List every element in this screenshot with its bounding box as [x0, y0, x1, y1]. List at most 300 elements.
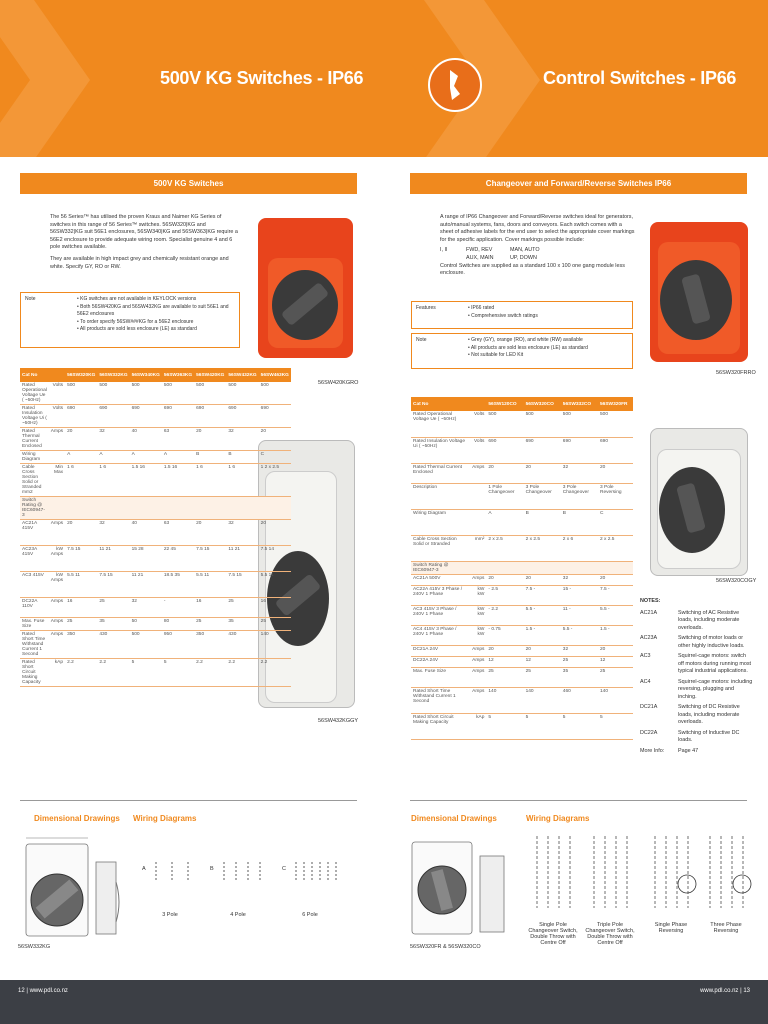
row-unit: Volts — [469, 437, 486, 463]
row-label: Max. Fuse Size — [20, 618, 49, 631]
table-row — [20, 464, 291, 497]
table-cell: 500 — [162, 382, 194, 405]
table-row — [411, 585, 633, 605]
table-cell: 430 — [97, 631, 129, 659]
table-cell: 2 x 2.5 — [598, 535, 633, 561]
changeover-note-box — [411, 333, 633, 369]
table-cell: 20 — [524, 463, 561, 483]
section-header-kg-switches: 500V KG Switches — [20, 173, 357, 194]
note-item: • To order specify 56SW###KG for a 56E2 enclosure — [77, 319, 239, 327]
note-definition — [640, 610, 758, 633]
note-term: DC21A — [640, 704, 658, 710]
table-cell: 500 — [65, 382, 97, 405]
wiring-caption: 4 Pole — [230, 912, 246, 918]
dimensional-drawings-title: Dimensional Drawings — [411, 814, 497, 823]
row-label: Switch Rating @ IEC60947-3 — [411, 561, 469, 574]
row-unit: kAp — [49, 659, 65, 687]
notes-block — [640, 598, 758, 758]
note-description: Switching of AC Resistive loads, including moderate overloads. — [678, 609, 740, 631]
table-cell: 3 Pole Changeover — [524, 483, 561, 509]
wiring-diagram-icon — [588, 830, 638, 914]
table-cell: 140 — [486, 687, 523, 713]
table-cell: 690 — [598, 437, 633, 463]
table-cell: 7.5 15 — [97, 572, 129, 598]
table-cell: 3 Pole Reversing — [598, 483, 633, 509]
cover-marking-row — [440, 247, 635, 255]
row-label: Cable Cross Section Solid or Stranded mm2 — [20, 464, 49, 497]
table-cell: 32 — [130, 598, 162, 618]
row-label: Rated Short Circuit Making Capacity — [411, 713, 469, 739]
table-cell: 7.5 15 — [65, 546, 97, 572]
table-cell — [598, 561, 633, 574]
wiring-diagram-icon — [220, 858, 275, 884]
wiring-caption: Three Phase Reversing — [710, 922, 742, 934]
note-definition — [640, 704, 758, 727]
table-cell: 20 — [598, 574, 633, 585]
table-cell: 25 — [65, 618, 97, 631]
product-image-56SW420KGRO — [258, 218, 353, 358]
wiring-diagram-label: B — [210, 866, 214, 872]
table-header-cell: 56SW340KG — [130, 368, 162, 382]
table-header-cell — [49, 368, 65, 382]
table-header-cell — [469, 397, 486, 411]
row-unit: mm² — [469, 535, 486, 561]
table-cell: 25 — [524, 667, 561, 687]
table-cell: A — [130, 451, 162, 464]
table-cell: 690 — [65, 405, 97, 428]
table-cell: 40 — [130, 428, 162, 451]
table-cell — [259, 497, 291, 520]
row-label: DC22A 110V — [20, 598, 49, 618]
row-unit: kAp — [469, 713, 486, 739]
note-definition — [640, 653, 758, 676]
table-cell: 18.5 35 — [162, 572, 194, 598]
table-cell — [97, 497, 129, 520]
dimensional-drawing-icon — [408, 832, 516, 942]
table-cell: 690 — [226, 405, 258, 428]
table-cell: 140 — [259, 631, 291, 659]
note-term: More Info: — [640, 747, 665, 754]
row-unit: Amps — [469, 463, 486, 483]
table-cell: 140 — [598, 687, 633, 713]
table-header-cell: 56SW332KG — [97, 368, 129, 382]
features-list — [468, 305, 538, 320]
note-description: Switching of Inductive DC loads. — [678, 729, 740, 743]
table-cell: 460 — [561, 687, 598, 713]
row-unit: kW Amps — [49, 546, 65, 572]
row-unit: Amps — [49, 598, 65, 618]
note-term: DC22A — [640, 729, 658, 736]
row-unit: Volts — [49, 405, 65, 428]
table-cell: 5.5 - — [598, 605, 633, 625]
table-cell: 11 - — [561, 605, 598, 625]
row-unit: Volts — [49, 382, 65, 405]
table-cell: 5 — [598, 713, 633, 739]
cover-marking: AUX, MAIN — [466, 254, 494, 261]
table-header-cell: 56SW120CO — [486, 397, 523, 411]
row-label: Rated Short Time Withstand Current 1 Second — [411, 687, 469, 713]
row-unit: kW kW — [469, 605, 486, 625]
features-label: Features — [416, 305, 436, 311]
table-cell: 1 Pole Changeover — [486, 483, 523, 509]
dimensional-caption: 56SW320FR & 56SW320CO — [410, 944, 481, 950]
note-definition — [640, 748, 758, 756]
table-cell: 63 — [162, 520, 194, 546]
note-item: • KG switches are not available in KEYLOCK versions — [77, 296, 239, 304]
product-image-56SW320FRRO — [650, 222, 748, 362]
row-label: AC21A 500V — [411, 574, 469, 585]
wiring-diagram-icon — [152, 858, 207, 884]
table-row — [20, 659, 291, 687]
table-header-cell: 56SW332CO — [561, 397, 598, 411]
wiring-diagram-icon — [292, 858, 347, 884]
table-cell: 15 - — [561, 585, 598, 605]
chevron-arrow-graphic — [0, 0, 90, 157]
row-label: AC3 415V — [20, 572, 49, 598]
footer — [0, 980, 768, 1024]
cover-marking-row — [440, 255, 635, 263]
table-cell — [65, 497, 97, 520]
table-cell: - 2.5 — [486, 585, 523, 605]
row-unit — [469, 509, 486, 535]
row-unit: Amps — [49, 520, 65, 546]
page-title-left: 500V KG Switches - IP66 — [160, 68, 364, 88]
table-cell: 25 — [486, 667, 523, 687]
note-term: AC21A — [640, 609, 658, 616]
table-cell: 2.2 — [259, 659, 291, 687]
table-cell: 1 6 — [194, 464, 226, 497]
note-item: • IP66 rated — [468, 305, 538, 313]
row-label: Max. Fuse Size — [411, 667, 469, 687]
note-item: • Both 56SW420KG and 56SW432KG are available to suit 56E1 and 56E2 enclosures — [77, 304, 239, 319]
row-label: Cable Cross Section Solid or Stranded — [411, 535, 469, 561]
table-row — [411, 687, 633, 713]
table-row — [20, 428, 291, 451]
table-row — [411, 713, 633, 739]
table-cell — [130, 497, 162, 520]
table-cell: 20 — [65, 520, 97, 546]
note-item: • Comprehensive switch ratings — [468, 313, 538, 321]
note-term: AC3 — [640, 653, 651, 659]
table-cell: 500 — [259, 382, 291, 405]
table-cell: 7.5 14 — [259, 546, 291, 572]
table-row — [411, 411, 633, 437]
table-row — [411, 667, 633, 687]
table-cell: 11 21 — [130, 572, 162, 598]
table-cell: 690 — [162, 405, 194, 428]
changeover-spec-table — [411, 397, 633, 740]
table-header-row — [20, 368, 291, 382]
table-header-cell: Cat No — [20, 368, 49, 382]
row-unit: Amps — [469, 656, 486, 667]
table-cell: 12 — [524, 656, 561, 667]
table-cell: 500 — [561, 411, 598, 437]
row-label: Rated Insulation Voltage Ui ( ~50Hz) — [411, 437, 469, 463]
table-header-cell: 56SW320FR — [598, 397, 633, 411]
table-cell: 950 — [162, 631, 194, 659]
row-unit — [469, 483, 486, 509]
table-cell: 63 — [162, 428, 194, 451]
table-header-cell: 56SW320KG — [65, 368, 97, 382]
table-cell: 32 — [561, 574, 598, 585]
table-cell: 2 x 6 — [561, 535, 598, 561]
table-cell: 350 — [194, 631, 226, 659]
table-row — [411, 645, 633, 656]
table-header-cell: 56SW320CO — [524, 397, 561, 411]
row-label: Rated Operational Voltage Ue ( ~50Hz) — [411, 411, 469, 437]
table-cell: 690 — [259, 405, 291, 428]
table-cell: 500 — [130, 382, 162, 405]
table-row — [20, 546, 291, 572]
row-label: AC4 415V 3 Phase / 240V 1 Phase — [411, 625, 469, 645]
cover-marking: UP, DOWN — [510, 254, 537, 261]
row-label: AC23A 415V — [20, 546, 49, 572]
table-cell: 5 — [524, 713, 561, 739]
note-item: • All products are sold less enclosure (LE) as standard — [468, 345, 588, 353]
divider — [20, 800, 357, 801]
header-banner — [0, 0, 768, 157]
table-cell: 35 — [561, 667, 598, 687]
cover-marking: MAN, AUTO — [510, 247, 540, 254]
table-cell: 500 — [226, 382, 258, 405]
note-definition — [640, 679, 758, 702]
cover-marking: FWD, REV — [466, 247, 493, 254]
divider — [410, 800, 747, 801]
note-description: Squirrel-cage motors: including reversing, plugging and inching. — [678, 678, 753, 700]
table-cell: 7.5 15 — [226, 572, 258, 598]
page-title-right: Control Switches - IP66 — [543, 68, 737, 88]
table-cell: 16 — [259, 598, 291, 618]
table-cell — [561, 561, 598, 574]
wiring-caption: Single Pole Changeover Switch, Double Throw with Centre Off — [528, 922, 578, 946]
row-unit: Min Max — [49, 464, 65, 497]
row-label: Wiring Diagram — [20, 451, 49, 464]
cover-marking: I, II — [440, 247, 448, 254]
table-cell: 32 — [226, 520, 258, 546]
wiring-caption: 6 Pole — [302, 912, 318, 918]
table-cell: C — [259, 451, 291, 464]
table-cell: 1.5 16 — [130, 464, 162, 497]
table-cell: 16 — [194, 598, 226, 618]
row-unit: Amps — [49, 428, 65, 451]
table-cell: 500 — [97, 382, 129, 405]
table-cell: 25 — [598, 667, 633, 687]
product-label: 56SW320FRRO — [716, 370, 756, 376]
table-cell: 12 — [486, 656, 523, 667]
table-cell: 2.2 — [194, 659, 226, 687]
product-image-56SW320COGY — [650, 428, 748, 576]
wiring-diagram-icon — [649, 830, 699, 914]
table-cell: 2 x 2.5 — [486, 535, 523, 561]
note-term: AC4 — [640, 678, 651, 685]
row-unit: Amps — [469, 687, 486, 713]
table-cell: 20 — [486, 574, 523, 585]
table-row — [411, 463, 633, 483]
kg-spec-table — [20, 368, 291, 687]
note-label: Note — [25, 296, 36, 302]
table-row — [20, 497, 291, 520]
table-cell: 20 — [486, 463, 523, 483]
table-cell: 1.5 16 — [162, 464, 194, 497]
table-cell: 32 — [97, 428, 129, 451]
table-cell: 2.2 — [97, 659, 129, 687]
table-header-row — [411, 397, 633, 411]
row-label: DC22A 24V — [411, 656, 469, 667]
row-unit: kW Amps — [49, 572, 65, 598]
row-unit: Amps — [469, 574, 486, 585]
wiring-diagram-icon — [704, 830, 754, 914]
table-row — [411, 437, 633, 463]
note-description: Switching of motor loads or other highly inductive loads. — [678, 635, 745, 649]
table-cell: 20 — [194, 428, 226, 451]
row-label: AC21A 415V — [20, 520, 49, 546]
table-cell: - 2.2 — [486, 605, 523, 625]
table-cell: 2.2 — [226, 659, 258, 687]
table-cell: 50 — [130, 618, 162, 631]
row-unit: Amps — [49, 631, 65, 659]
table-cell: 25 — [97, 598, 129, 618]
table-cell: 5.5 11 — [65, 572, 97, 598]
table-cell: 5 — [162, 659, 194, 687]
table-row — [20, 382, 291, 405]
table-cell: 20 — [259, 428, 291, 451]
product-label: 56SW420KGRO — [318, 380, 359, 386]
table-cell: 5 — [561, 713, 598, 739]
wiring-caption: Triple Pole Changeover Switch, Double Throw with Centre Off — [585, 922, 635, 946]
table-header-cell: 56SW432KG — [226, 368, 258, 382]
product-label: 56SW320COGY — [716, 578, 757, 584]
table-cell: 20 — [524, 574, 561, 585]
wiring-caption: Single Phase Reversing — [654, 922, 688, 934]
row-label: DC21A 24V — [411, 645, 469, 656]
table-cell: 5.5 11 — [194, 572, 226, 598]
table-cell: 2.2 — [65, 659, 97, 687]
table-cell: A — [97, 451, 129, 464]
table-cell: 11 21 — [97, 546, 129, 572]
table-cell: 500 — [486, 411, 523, 437]
table-cell: 690 — [194, 405, 226, 428]
table-cell — [226, 497, 258, 520]
row-unit: Amps — [49, 618, 65, 631]
table-cell: 500 — [130, 631, 162, 659]
table-cell: 15 28 — [130, 546, 162, 572]
table-row — [411, 509, 633, 535]
table-cell: 5 — [130, 659, 162, 687]
section-header-changeover-switches: Changeover and Forward/Reverse Switches IP66 — [410, 173, 747, 194]
table-cell: B — [194, 451, 226, 464]
table-cell: B — [524, 509, 561, 535]
table-cell: 20 — [486, 645, 523, 656]
table-cell: 35 — [226, 618, 258, 631]
table-cell: 12 — [598, 656, 633, 667]
table-row — [20, 618, 291, 631]
note-term: AC23A — [640, 635, 658, 641]
table-cell: 7.5 - — [524, 585, 561, 605]
row-label: Wiring Diagram — [411, 509, 469, 535]
changeover-intro-paragraph: A range of IP66 Changeover and Forward/Reverse switches ideal for generators, auto/manual systems, fans, doors and conveyors. Each switch comes with a sheet of adhesive labels for the end user to select the appropriate cover markings for the specific application. Cover markings possible include: — [440, 214, 635, 243]
row-unit — [49, 451, 65, 464]
row-unit: kW kW — [469, 585, 486, 605]
row-label: Rated Operational Voltage Ue ( ~50Hz) — [22, 383, 47, 403]
row-unit — [469, 561, 486, 574]
table-cell: 20 — [524, 645, 561, 656]
row-label: Rated Short Time Withstand Current 1 Second — [20, 631, 49, 659]
table-cell: 32 — [561, 463, 598, 483]
table-row — [20, 572, 291, 598]
table-cell: 5.5 - — [524, 605, 561, 625]
kg-intro-paragraph: They are available in high impact grey and chemically resistant orange and white. Specify GY, RO or RW. — [50, 255, 229, 270]
table-row — [411, 483, 633, 509]
table-cell: B — [226, 451, 258, 464]
row-unit: Amps — [469, 645, 486, 656]
row-label: Description — [411, 483, 469, 509]
wiring-diagrams-title: Wiring Diagrams — [526, 814, 590, 823]
row-label: Rated Thermal Current Enclosed — [20, 428, 49, 451]
table-header-cell: 56SW420KG — [194, 368, 226, 382]
table-cell: B — [561, 509, 598, 535]
table-cell: 25 — [259, 618, 291, 631]
table-cell: 25 — [194, 618, 226, 631]
table-cell: 690 — [524, 437, 561, 463]
table-cell: 690 — [486, 437, 523, 463]
table-cell: 500 — [598, 411, 633, 437]
row-label: Rated Short Circuit Making Capacity — [20, 659, 49, 687]
table-cell: A — [486, 509, 523, 535]
table-row — [20, 451, 291, 464]
table-cell: 20 — [598, 645, 633, 656]
kg-intro-paragraph: The 56 Series™ has utilised the proven Kraus and Naimer KG Series of switches in this range of 56 Series™ switches. 56SW320|KG and 56SW332|KG suit 56E1 enclosures, 56SW340|KG and 56SW363|KG require a 56E2 enclosure to provide adequate wiring room. Specialist genuine 4 and 6 pole switches available. — [50, 214, 238, 251]
wiring-diagram-label: A — [142, 866, 146, 872]
table-cell: 25 — [226, 598, 258, 618]
table-cell: 1 6 — [65, 464, 97, 497]
table-row — [411, 605, 633, 625]
wiring-diagram-label: C — [282, 866, 286, 872]
table-row — [20, 598, 291, 618]
note-item: • Grey (GY), orange (RO), and white (RW) available — [468, 337, 588, 345]
note-item: • All products are sold less enclosure (LE) as standard — [77, 326, 239, 334]
row-unit — [49, 497, 65, 520]
row-label: Switch Rating @ IEC60947-3 — [20, 497, 49, 520]
note-item: • Not suitable for LED Kit — [468, 352, 588, 360]
cover-marking — [440, 255, 466, 263]
table-cell: 690 — [561, 437, 598, 463]
row-unit: Volts — [469, 411, 486, 437]
table-cell: 5.5 - — [561, 625, 598, 645]
table-cell: 2 x 2.5 — [524, 535, 561, 561]
table-cell — [194, 497, 226, 520]
table-cell: 690 — [130, 405, 162, 428]
table-cell: 40 — [130, 520, 162, 546]
table-cell: C — [598, 509, 633, 535]
footer-page-left: 12 | www.pdl.co.nz — [18, 988, 68, 994]
table-cell: 1 2 x 2.5 — [259, 464, 291, 497]
row-label: AC22A 415V 3 Phase / 240V 1 Phase — [411, 585, 469, 605]
note-definition — [640, 730, 758, 745]
table-cell: 140 — [524, 687, 561, 713]
dimensional-drawings-title: Dimensional Drawings — [34, 814, 120, 823]
table-cell: 690 — [97, 405, 129, 428]
table-cell: 11 21 — [226, 546, 258, 572]
table-row — [411, 561, 633, 574]
table-cell: 5.5 11 — [259, 572, 291, 598]
table-cell: 25 — [561, 656, 598, 667]
note-description: Switching of DC Resistive loads, including moderate overloads. — [678, 704, 740, 725]
footer-page-right: www.pdl.co.nz | 13 — [700, 988, 750, 994]
changeover-intro-text — [440, 214, 635, 278]
table-cell: 5 — [486, 713, 523, 739]
cover-markings-list — [440, 247, 635, 262]
table-row — [411, 656, 633, 667]
